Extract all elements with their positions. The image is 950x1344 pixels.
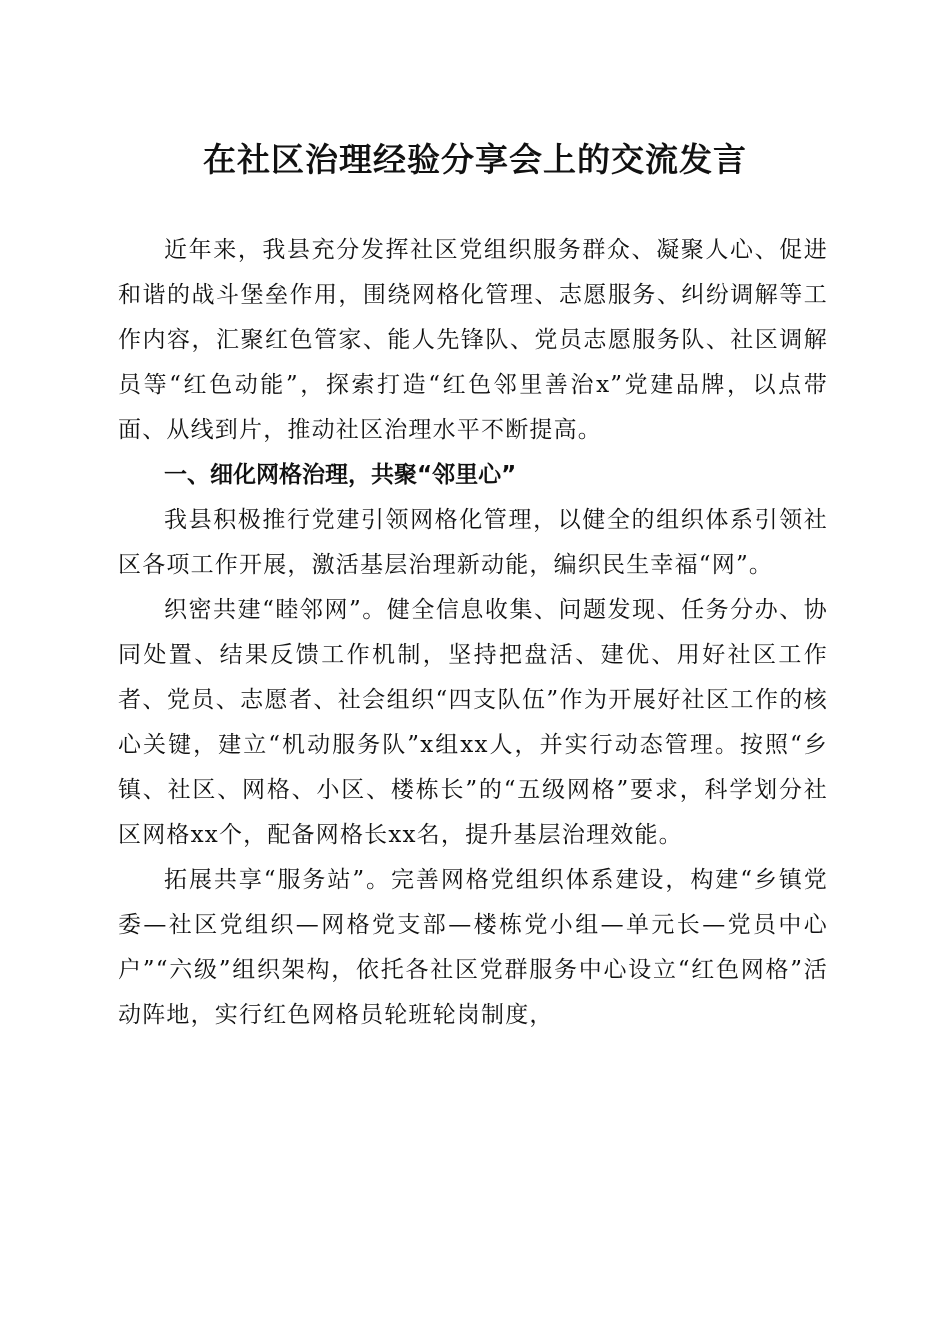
- document-title: 在社区治理经验分享会上的交流发言: [203, 140, 747, 179]
- document-body: [118, 228, 828, 1038]
- intro-paragraph: 近年来，我县充分发挥社区党组织服务群众、凝聚人心、促进和谐的战斗堡垒作用，围绕网格化管理、志愿服务、纠纷调解等工作内容，汇聚红色管家、能人先锋队、党员志愿服务队、社区调解员等“红色动能”，探索打造“红色邻里善治x”党建品牌，以点带面、从线到片，推动社区治理水平不断提高。: [118, 237, 828, 443]
- section-heading: 一、细化网格治理，共聚“邻里心”: [164, 462, 517, 488]
- body-paragraph: 织密共建“睦邻网”。健全信息收集、问题发现、任务分办、协同处置、结果反馈工作机制，坚持把盘活、建优、用好社区工作者、党员、志愿者、社会组织“四支队伍”作为开展好社区工作的核心关键，建立“机动服务队”x组xx人，并实行动态管理。按照“乡镇、社区、网格、小区、楼栋长”的“五级网格”要求，科学划分社区网格xx个，配备网格长xx名，提升基层治理效能。: [118, 597, 828, 848]
- section-intro-paragraph: 我县积极推行党建引领网格化管理，以健全的组织体系引领社区各项工作开展，激活基层治理新动能，编织民生幸福“网”。: [118, 507, 828, 578]
- body-paragraph: 拓展共享“服务站”。完善网格党组织体系建设，构建“乡镇党委—社区党组织—网格党支部—楼栋党小组—单元长—党员中心户”“六级”组织架构，依托各社区党群服务中心设立“红色网格”活动阵地，实行红色网格员轮班轮岗制度，: [118, 867, 828, 1028]
